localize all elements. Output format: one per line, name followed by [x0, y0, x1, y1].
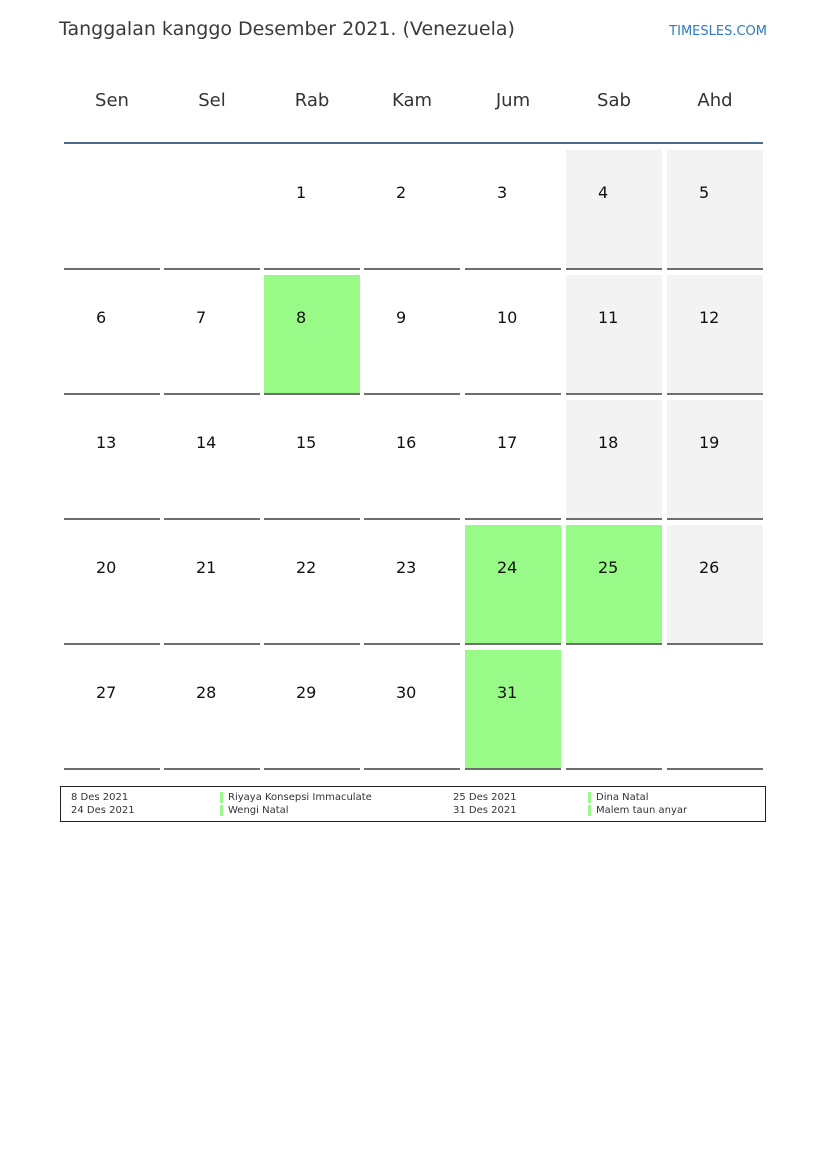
day-cell[interactable]: [64, 275, 160, 395]
day-cell[interactable]: [164, 275, 260, 395]
day-cell[interactable]: [264, 400, 360, 520]
day-cell[interactable]: [164, 650, 260, 770]
day-number: 6: [96, 308, 107, 327]
weekday-label: Sen: [95, 90, 129, 111]
day-number: 28: [196, 683, 217, 702]
day-cell[interactable]: [465, 525, 561, 645]
day-number: 14: [196, 433, 217, 452]
day-number: 18: [598, 433, 619, 452]
day-cell[interactable]: [364, 650, 460, 770]
calendar-grid: [64, 150, 763, 770]
day-number: 4: [598, 183, 609, 202]
day-cell[interactable]: [566, 400, 662, 520]
day-number: 12: [699, 308, 720, 327]
day-cell[interactable]: [164, 400, 260, 520]
day-number: 27: [96, 683, 117, 702]
day-cell[interactable]: [64, 650, 160, 770]
day-cell[interactable]: [465, 150, 561, 270]
day-cell[interactable]: [264, 150, 360, 270]
day-cell[interactable]: [465, 400, 561, 520]
holiday-marker-icon: [588, 805, 591, 816]
day-cell[interactable]: [364, 150, 460, 270]
page-title: Tanggalan kanggo Desember 2021. (Venezuela): [59, 18, 515, 40]
day-number: 25: [598, 558, 619, 577]
weekday-header: [64, 90, 763, 120]
header-divider: [64, 142, 763, 144]
legend-date: 24 Des 2021: [71, 805, 135, 816]
day-number: 8: [296, 308, 307, 327]
weekday-label: Rab: [294, 90, 330, 111]
day-cell[interactable]: [64, 400, 160, 520]
holiday-marker-icon: [220, 805, 223, 816]
day-number: 24: [497, 558, 518, 577]
day-cell[interactable]: [667, 150, 763, 270]
day-number: 30: [396, 683, 417, 702]
day-number: 22: [296, 558, 317, 577]
weekday-label: Sab: [597, 90, 631, 111]
day-cell[interactable]: [465, 275, 561, 395]
empty-day-cell: [164, 150, 260, 270]
weekday-label: Sel: [198, 90, 226, 111]
day-cell[interactable]: [364, 525, 460, 645]
day-number: 3: [497, 183, 508, 202]
day-cell[interactable]: [667, 400, 763, 520]
day-number: 16: [396, 433, 417, 452]
legend-holiday-name: Malem taun anyar: [596, 805, 688, 816]
day-number: 17: [497, 433, 518, 452]
holiday-marker-icon: [588, 792, 591, 803]
day-cell[interactable]: [364, 400, 460, 520]
day-cell[interactable]: [465, 650, 561, 770]
holiday-legend: [60, 786, 766, 822]
brand-link[interactable]: TIMESLES.COM: [669, 24, 767, 39]
empty-day-cell: [667, 650, 763, 770]
day-number: 29: [296, 683, 317, 702]
day-cell[interactable]: [264, 525, 360, 645]
legend-date: 8 Des 2021: [71, 792, 129, 803]
day-cell[interactable]: [64, 525, 160, 645]
day-cell[interactable]: [667, 525, 763, 645]
weekday-label: Jum: [495, 90, 531, 111]
legend-holiday-name: Dina Natal: [596, 792, 649, 803]
empty-day-cell: [566, 650, 662, 770]
day-number: 31: [497, 683, 518, 702]
day-number: 19: [699, 433, 720, 452]
legend-date: 31 Des 2021: [453, 805, 517, 816]
day-number: 26: [699, 558, 720, 577]
day-cell[interactable]: [264, 275, 360, 395]
day-number: 11: [598, 308, 619, 327]
day-number: 2: [396, 183, 407, 202]
day-cell[interactable]: [164, 525, 260, 645]
day-number: 21: [196, 558, 217, 577]
day-cell[interactable]: [566, 525, 662, 645]
day-cell[interactable]: [667, 275, 763, 395]
day-number: 10: [497, 308, 518, 327]
day-number: 20: [96, 558, 117, 577]
day-number: 1: [296, 183, 307, 202]
day-number: 5: [699, 183, 710, 202]
day-number: 9: [396, 308, 407, 327]
day-number: 23: [396, 558, 417, 577]
empty-day-cell: [64, 150, 160, 270]
day-number: 7: [196, 308, 207, 327]
day-cell[interactable]: [566, 150, 662, 270]
legend-date: 25 Des 2021: [453, 792, 517, 803]
day-cell[interactable]: [364, 275, 460, 395]
day-cell[interactable]: [264, 650, 360, 770]
legend-holiday-name: Wengi Natal: [228, 805, 289, 816]
legend-holiday-name: Riyaya Konsepsi Immaculate: [228, 792, 372, 803]
weekday-label: Kam: [391, 90, 433, 111]
day-number: 13: [96, 433, 117, 452]
day-number: 15: [296, 433, 317, 452]
day-cell[interactable]: [566, 275, 662, 395]
holiday-marker-icon: [220, 792, 223, 803]
weekday-label: Ahd: [697, 90, 733, 111]
